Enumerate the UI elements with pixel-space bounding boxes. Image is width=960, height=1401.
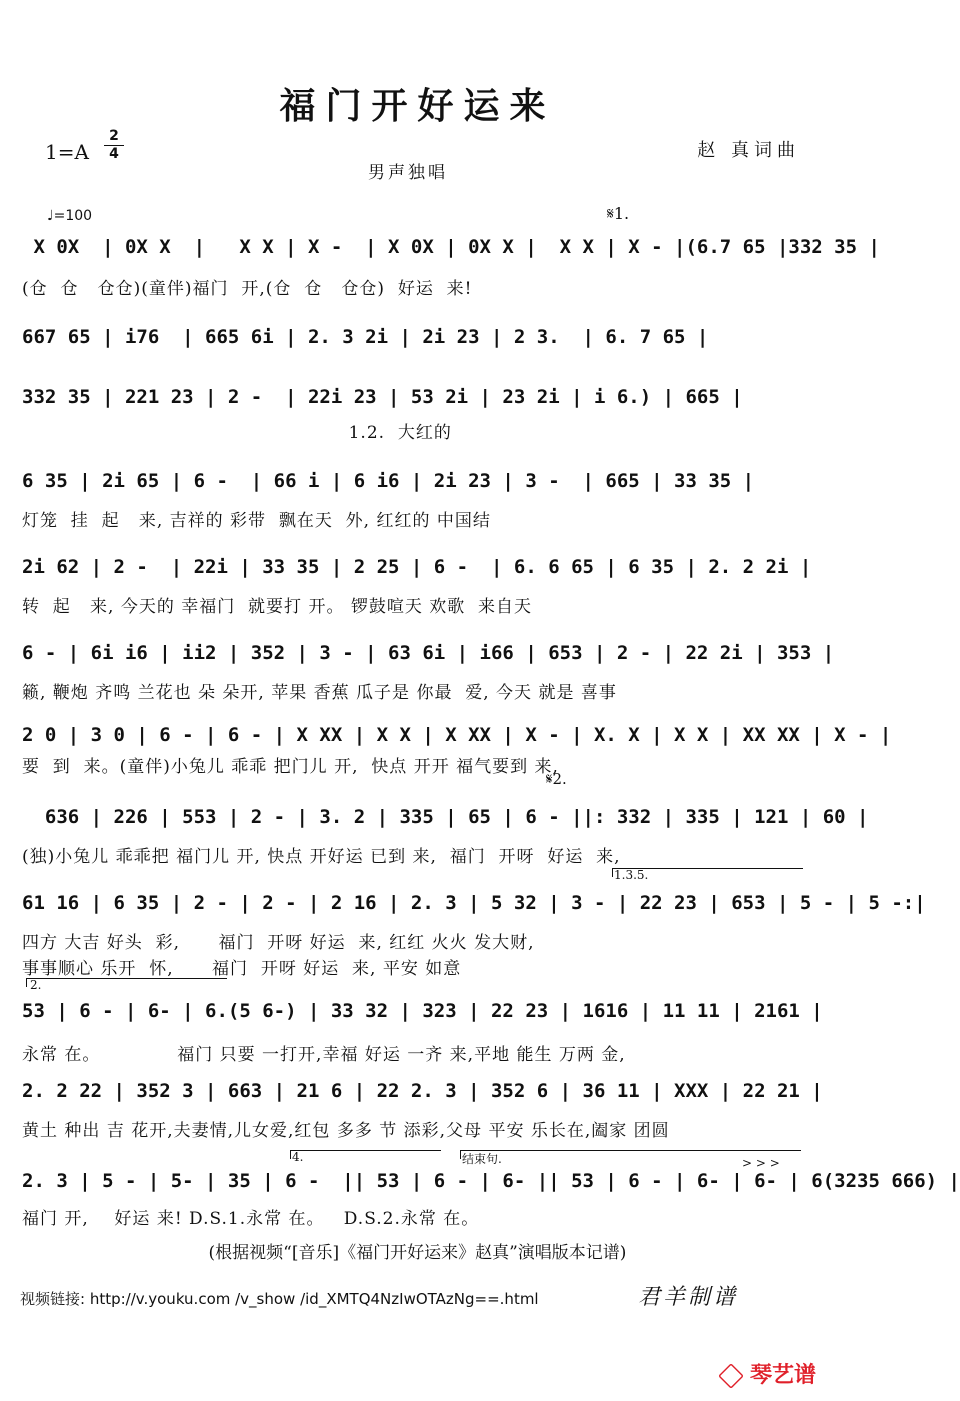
arranger-signature: 君羊制谱 [638,1285,739,1310]
second-ending-label: 2. [30,978,42,992]
music-row-1: X 0X | 0X X | X X | X - | X 0X | 0X X | X X | X - |(6.7 65 |332 35 | [22,236,880,258]
lyric-row-12: 黄土 种出 吉 花开,夫妻情,儿女爱,红包 多多 节 添彩,父母 平安 乐长在,阖家 团圆 [22,1121,670,1141]
meter-top: 2 [109,128,119,144]
fourth-ending-label: 4. [292,1150,304,1164]
lyric-row-9: 四方 大吉 好头 彩, 福门 开呀 好运 来, 红红 火火 发大财, [22,933,535,953]
music-row-4: 6 35 | 2i 65 | 6 - | 66 i | 6 i6 | 2i 23 | 3 - | 665 | 33 35 | [22,470,755,492]
segno-1-icon: 𝄋1. [607,204,630,223]
second-ending-bracket [26,978,227,987]
accent-marks: > > > [742,1156,780,1170]
segno-2-icon: 𝄋2. [546,770,567,788]
lyric-row-11: 永常 在。 福门 只要 一打开,幸福 好运 一齐 来,平地 能生 万两 金, [22,1045,626,1065]
first-ending-label: 1.3.5. [614,868,649,882]
music-row-11: 53 | 6 - | 6- | 6.(5 6-) | 33 32 | 323 | 22 23 | 1616 | 11 11 | 2161 | [22,1000,823,1022]
music-row-6: 6 - | 6i i6 | ii2 | 352 | 3 - | 63 6i | i66 | 653 | 2 - | 22 2i | 353 | [22,642,835,664]
voice-type: 男声独唱 [368,163,448,183]
lyric-row-3: 1.2. 大红的 [22,423,452,443]
tempo-marking: ♩=100 [47,208,93,224]
music-row-2: 667 65 | i76 | 665 6i | 2. 3 2i | 2i 23 | 2 3. | 6. 7 65 | [22,326,709,348]
lyric-row-8: (独)小兔儿 乖乖把 福门儿 开, 快点 开好运 已到 来, 福门 开呀 好运 来, [22,847,621,867]
page-title: 福门开好运来 [279,85,556,127]
coda-label: 结束句. [462,1152,502,1166]
lyric-row-6: 籁, 鞭炮 齐鸣 兰花也 朵 朵开, 苹果 香蕉 瓜子是 你最 爱, 今天 就是 喜事 [22,683,617,703]
brand-icon [718,1363,744,1389]
lyric-row-4: 灯笼 挂 起 来, 吉祥的 彩带 飘在天 外, 红红的 中国结 [22,511,491,531]
brand-name: 琴艺谱 [750,1363,817,1388]
music-row-12: 2. 2 22 | 352 3 | 663 | 21 6 | 22 2. 3 | 352 6 | 36 11 | XXX | 22 21 | [22,1080,823,1102]
lyric-row-2 [22,360,822,384]
lyric-row-7: 要 到 来。(童伴)小兔儿 乖乖 把门儿 开, 快点 开开 福气要到 来, [22,757,559,777]
music-row-3: 332 35 | 221 23 | 2 - | 22i 23 | 53 2i | 23 2i | i 6.) | 665 | [22,386,743,408]
lyric-row-5: 转 起 来, 今天的 幸福门 就要打 开。 锣鼓喧天 欢歌 来自天 [22,597,533,617]
lyric-row-10: 事事顺心 乐开 怀, 福门 开呀 好运 来, 平安 如意 [22,959,462,979]
source-note: (根据视频“[音乐]《福门开好运来》赵真”演唱版本记谱) [208,1243,627,1263]
time-signature [104,128,124,163]
music-row-8: 636 | 226 | 553 | 2 - | 3. 2 | 335 | 65 | 6 - ||: 332 | 335 | 121 | 60 | [22,806,869,828]
key-signature: 1=A [45,140,89,164]
music-row-7: 2 0 | 3 0 | 6 - | 6 - | X XX | X X | X XX | X - | X. X | X X | XX XX | X - | [22,724,892,746]
first-ending-bracket [612,868,803,877]
meter-bottom: 4 [104,145,124,163]
brand-logo [718,1358,816,1389]
music-row-9: 61 16 | 6 35 | 2 - | 2 - | 2 16 | 2. 3 | 5 32 | 3 - | 22 23 | 653 | 5 - | 5 -:| [22,892,926,914]
music-row-5: 2i 62 | 2 - | 22i | 33 35 | 2 25 | 6 - | 6. 6 65 | 6 35 | 2. 2 2i | [22,556,812,578]
lyric-row-1: (仓 仓 仓仓)(童伴)福门 开,(仓 仓 仓仓) 好运 来! [22,279,473,299]
fourth-ending-bracket [290,1150,441,1159]
lyric-row-13: 福门 开, 好运 来! D.S.1.永常 在。 D.S.2.永常 在。 [22,1209,480,1229]
composer-credit: 赵 真词曲 [697,140,800,161]
music-row-13: 2. 3 | 5 - | 5- | 35 | 6 - || 53 | 6 - | 6- || 53 | 6 - | 6- | 6- | 6(3235 666) | [22,1170,960,1192]
video-link[interactable]: 视频链接: http://v.youku.com /v_show /id_XMTQ4NzIwOTAzNg==.html [20,1290,539,1308]
